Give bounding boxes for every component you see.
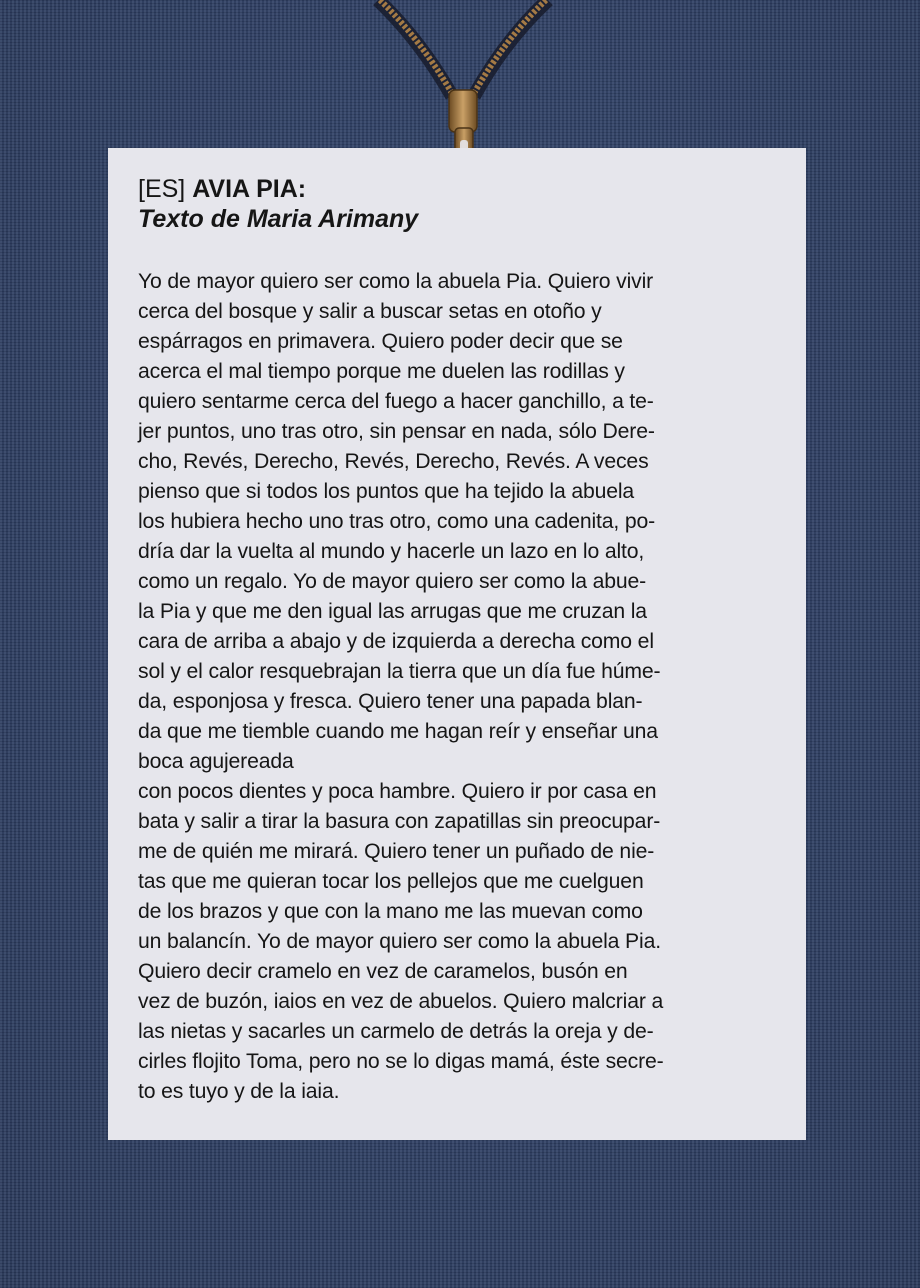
body-line: vez de buzón, iaios en vez de abuelos. Quiero malcriar a <box>138 990 664 1013</box>
body-line: cho, Revés, Derecho, Revés, Derecho, Revés. A veces <box>138 450 649 473</box>
body-line: tas que me quieran tocar los pellejos que me cuelguen <box>138 870 644 893</box>
body-line: pienso que si todos los puntos que ha tejido la abuela <box>138 480 635 503</box>
body-line: bata y salir a tirar la basura con zapatillas sin preocupar- <box>138 810 661 833</box>
article-body <box>138 267 778 1107</box>
body-line: to es tuyo y de la iaia. <box>138 1080 340 1103</box>
body-line: da, esponjosa y fresca. Quiero tener una papada blan- <box>138 690 643 713</box>
body-line: sol y el calor resquebrajan la tierra que un día fue húme- <box>138 660 661 683</box>
body-line: la Pia y que me den igual las arrugas que me cruzan la <box>138 600 647 623</box>
body-line: las nietas y sacarles un carmelo de detrás la oreja y de- <box>138 1020 654 1043</box>
body-line: dría dar la vuelta al mundo y hacerle un lazo en lo alto, <box>138 540 645 563</box>
body-line: como un regalo. Yo de mayor quiero ser como la abue- <box>138 570 647 593</box>
body-line: un balancín. Yo de mayor quiero ser como la abuela Pia. <box>138 930 661 953</box>
body-line: Yo de mayor quiero ser como la abuela Pia. Quiero vivir <box>138 270 654 293</box>
body-line: Quiero decir cramelo en vez de caramelos, busón en <box>138 960 628 983</box>
language-tag: [ES] <box>138 175 186 203</box>
body-line: con pocos dientes y poca hambre. Quiero ir por casa en <box>138 780 657 803</box>
article-subtitle: Texto de Maria Arimany <box>138 205 419 233</box>
body-line: cerca del bosque y salir a buscar setas en otoño y <box>138 300 602 323</box>
text-card <box>108 148 806 1140</box>
body-line: acerca el mal tiempo porque me duelen las rodillas y <box>138 360 625 383</box>
body-line: boca agujereada <box>138 750 294 773</box>
body-line: los hubiera hecho uno tras otro, como una cadenita, po- <box>138 510 656 533</box>
body-line: cara de arriba a abajo y de izquierda a derecha como el <box>138 630 654 653</box>
body-line: cirles flojito Toma, pero no se lo digas mamá, éste secre- <box>138 1050 664 1073</box>
body-line: de los brazos y que con la mano me las muevan como <box>138 900 643 923</box>
body-line: espárragos en primavera. Quiero poder decir que se <box>138 330 623 353</box>
title-text: AVIA PIA: <box>192 175 307 203</box>
body-line: me de quién me mirará. Quiero tener un puñado de nie- <box>138 840 655 863</box>
body-line: jer puntos, uno tras otro, sin pensar en nada, sólo Dere- <box>138 420 655 443</box>
body-line: da que me tiemble cuando me hagan reír y enseñar una <box>138 720 658 743</box>
body-line: quiero sentarme cerca del fuego a hacer ganchillo, a te- <box>138 390 654 413</box>
article-title <box>138 174 778 204</box>
